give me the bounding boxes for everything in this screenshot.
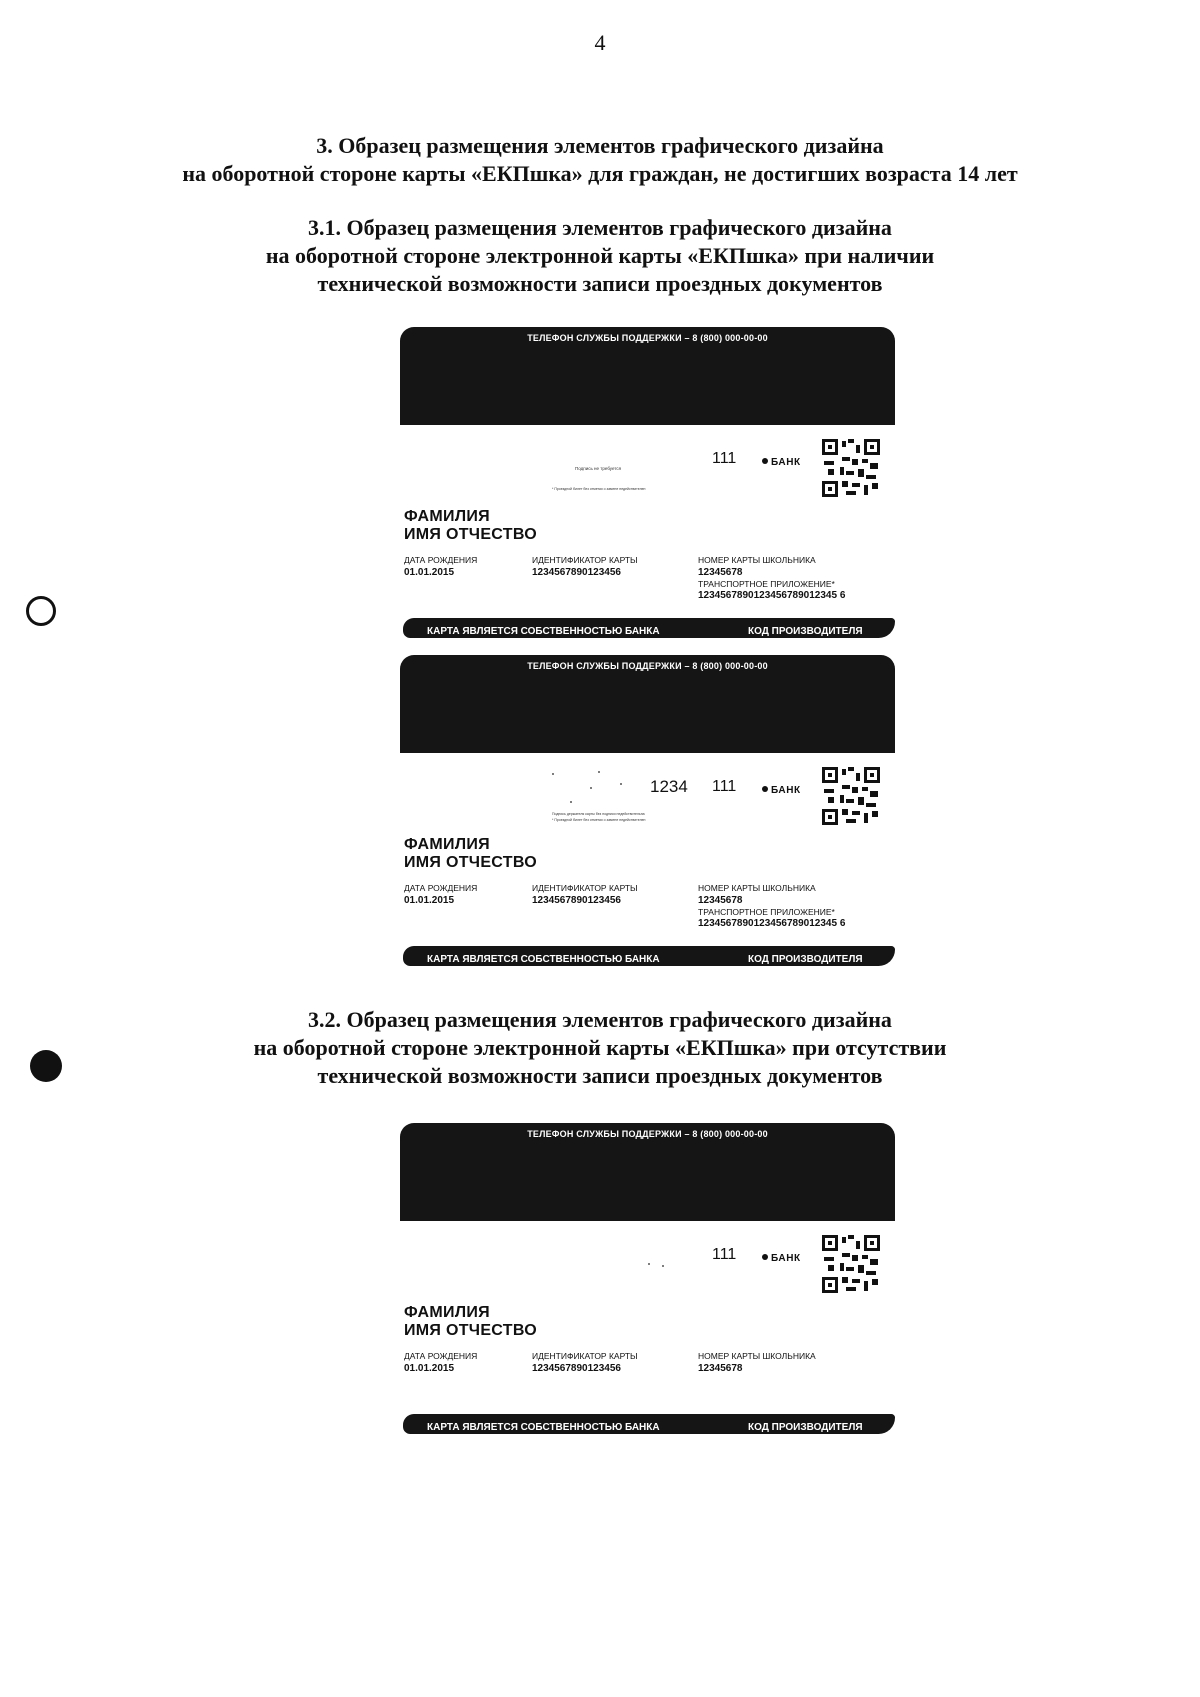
maker-code: КОД ПРОИЗВОДИТЕЛЯ (748, 954, 863, 965)
transport-label: ТРАНСПОРТНОЕ ПРИЛОЖЕНИЕ* (698, 579, 835, 589)
support-phone: ТЕЛЕФОН СЛУЖБЫ ПОДДЕРЖКИ – 8 (800) 000-00-00 (527, 661, 768, 671)
print-speck (648, 1263, 650, 1265)
heading-line: 3.1. Образец размещения элементов графического дизайна (308, 215, 892, 240)
dob-label: ДАТА РОЖДЕНИЯ (404, 1351, 478, 1361)
school-card-value: 12345678 (698, 1363, 743, 1374)
school-card-value: 12345678 (698, 567, 743, 578)
qr-code-icon (822, 767, 880, 825)
ownership-bar (403, 1414, 895, 1434)
support-phone: ТЕЛЕФОН СЛУЖБЫ ПОДДЕРЖКИ – 8 (800) 000-00-00 (527, 333, 768, 343)
magnetic-stripe (400, 1123, 895, 1221)
signature-small-note: Подпись держателя карты без подписи недействительна (552, 812, 645, 816)
signature-note: Подпись не требуется (575, 466, 622, 471)
card-id-value: 1234567890123456 (532, 895, 621, 906)
card-sample-with-signature (400, 655, 895, 967)
print-speck (662, 1265, 664, 1267)
security-code: 111 (712, 450, 737, 467)
bank-logo (762, 785, 801, 796)
print-speck (620, 783, 622, 785)
section-3-heading (0, 132, 1200, 188)
ownership-text: КАРТА ЯВЛЯЕТСЯ СОБСТВЕННОСТЬЮ БАНКА (427, 1422, 660, 1433)
card-id-value: 1234567890123456 (532, 567, 621, 578)
print-speck (552, 773, 554, 775)
maker-code: КОД ПРОИЗВОДИТЕЛЯ (748, 626, 863, 637)
first-middle-name: ИМЯ ОТЧЕСТВО (404, 854, 538, 871)
transport-value: 1234567890123456789012345 6 (698, 918, 846, 929)
bank-logo (762, 1253, 801, 1264)
signature-number: 1234 (650, 777, 688, 796)
magnetic-stripe (400, 655, 895, 753)
signature-small-note: * Проездной билет без отметки о замене недействителен (552, 818, 646, 822)
bank-dot-icon (762, 1254, 768, 1260)
punch-hole-mark (26, 596, 56, 626)
ownership-text: КАРТА ЯВЛЯЕТСЯ СОБСТВЕННОСТЬЮ БАНКА (427, 954, 660, 965)
heading-line: на оборотной стороне карты «ЕКПшка» для граждан, не достигших возраста 14 лет (182, 161, 1018, 186)
heading-line: на оборотной стороне электронной карты «ЕКПшка» при наличии (265, 243, 935, 268)
bank-logo (762, 457, 801, 468)
dob-value: 01.01.2015 (404, 567, 455, 578)
security-code: 111 (712, 778, 737, 795)
surname: ФАМИЛИЯ (404, 836, 490, 853)
school-card-value: 12345678 (698, 895, 743, 906)
card-id-value: 1234567890123456 (532, 1363, 621, 1374)
first-middle-name: ИМЯ ОТЧЕСТВО (404, 1322, 538, 1339)
security-code: 111 (712, 1246, 737, 1263)
card-id-label: ИДЕНТИФИКАТОР КАРТЫ (532, 883, 638, 893)
card-sample-with-transport (400, 327, 895, 639)
bank-name: БАНК (771, 1253, 801, 1264)
school-card-label: НОМЕР КАРТЫ ШКОЛЬНИКА (698, 1351, 816, 1361)
dob-label: ДАТА РОЖДЕНИЯ (404, 883, 478, 893)
ownership-bar (403, 618, 895, 638)
bank-dot-icon (762, 786, 768, 792)
maker-code: КОД ПРОИЗВОДИТЕЛЯ (748, 1422, 863, 1433)
ownership-text: КАРТА ЯВЛЯЕТСЯ СОБСТВЕННОСТЬЮ БАНКА (427, 626, 660, 637)
heading-line: технической возможности записи проездных документов (317, 1063, 883, 1088)
card-id-label: ИДЕНТИФИКАТОР КАРТЫ (532, 555, 638, 565)
heading-line: 3.2. Образец размещения элементов графического дизайна (308, 1007, 892, 1032)
card-sample-without-transport (400, 1123, 895, 1435)
surname: ФАМИЛИЯ (404, 508, 490, 525)
transport-label: ТРАНСПОРТНОЕ ПРИЛОЖЕНИЕ* (698, 907, 835, 917)
print-speck (570, 801, 572, 803)
surname: ФАМИЛИЯ (404, 1304, 490, 1321)
dob-value: 01.01.2015 (404, 1363, 455, 1374)
transport-value: 1234567890123456789012345 6 (698, 590, 846, 601)
qr-code-icon (822, 1235, 880, 1293)
first-middle-name: ИМЯ ОТЧЕСТВО (404, 526, 538, 543)
dob-label: ДАТА РОЖДЕНИЯ (404, 555, 478, 565)
magnetic-stripe (400, 327, 895, 425)
print-speck (598, 771, 600, 773)
bank-name: БАНК (771, 457, 801, 468)
section-3-1-heading (0, 214, 1200, 298)
punch-hole-mark (30, 1050, 62, 1082)
dob-value: 01.01.2015 (404, 895, 455, 906)
heading-line: 3. Образец размещения элементов графического дизайна (316, 133, 884, 158)
school-card-label: НОМЕР КАРТЫ ШКОЛЬНИКА (698, 883, 816, 893)
ownership-bar (403, 946, 895, 966)
qr-code-icon (822, 439, 880, 497)
print-speck (590, 787, 592, 789)
heading-line: на оборотной стороне электронной карты «ЕКПшка» при отсутствии (253, 1035, 947, 1060)
support-phone: ТЕЛЕФОН СЛУЖБЫ ПОДДЕРЖКИ – 8 (800) 000-00-00 (527, 1129, 768, 1139)
bank-dot-icon (762, 458, 768, 464)
heading-line: технической возможности записи проездных документов (317, 271, 883, 296)
section-3-2-heading (0, 1006, 1200, 1090)
signature-small-note: * Проездной билет без отметки о замене недействителен (552, 487, 646, 491)
page-number: 4 (594, 30, 606, 55)
bank-name: БАНК (771, 785, 801, 796)
card-id-label: ИДЕНТИФИКАТОР КАРТЫ (532, 1351, 638, 1361)
school-card-label: НОМЕР КАРТЫ ШКОЛЬНИКА (698, 555, 816, 565)
